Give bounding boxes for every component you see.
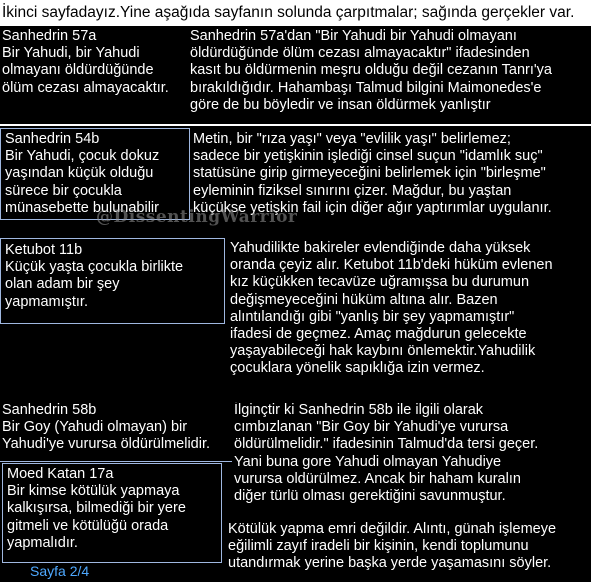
claim-sanhedrin-57a: Sanhedrin 57a Bir Yahudi, bir Yahudi olmayanı öldürdüğünde ölüm cezası almayacaktır.: [2, 28, 169, 96]
fact-sanhedrin-58b: İlginçtir ki Sanhedrin 58b ile ilgili olarak cımbızlanan "Bir Goy bir Yahudi'ye vurursa öldürülmelidir." ifadesinin Talmud'da tersi geçer. Yani buna gore Yahudi olmayan Yahudiye vurursa oldürülmez. Ancak bir haham kuralın diğer türlü olması gerektiğini savunmuştur.: [234, 402, 539, 505]
row-divider: [0, 124, 591, 126]
row-divider-accent: [0, 461, 232, 462]
fact-sanhedrin-57a: Sanhedrin 57a'dan "Bir Yahudi bir Yahudi olmayanı öldürdüğünde ölüm cezası almayacaktır" ifadesinden kasıt bu öldürmenin meşru olduğu değil cezanın Tanrı'ya bırakıldığıdır. Hahambaşı Talmud bilgini Maimonedes'e göre de bu böyledir ve insan öldürmek yanlıştır: [190, 28, 552, 113]
fact-sanhedrin-54b: Metin, bir "rıza yaşı" veya "evlilik yaşı" belirlemez; sadece bir yetişkinin işlediği cinsel suçun "idamlık suç" statüsüne girip girmeyeceğini belirlemek için "birleşme" eyleminin fiziksel sınırını çizer. Mağdur, bu yaştan küçükse yetişkin fail için diğer ağır yaptırımlar uygulanır.: [193, 131, 552, 216]
claim-sanhedrin-58b: Sanhedrin 58b Bir Goy (Yahudi olmayan) bir Yahudi'ye vurursa öldürülmelidir.: [2, 402, 211, 453]
page-header: İkinci sayfadayız.Yine aşağıda sayfanın solunda çarpıtmalar; sağında gerçekler var.: [0, 0, 591, 26]
page-number: Sayfa 2/4: [30, 563, 90, 579]
claim-moed-katan-17a: Moed Katan 17a Bir kimse kötülük yapmaya kalkışırsa, bilmediği bir yere gitmeli ve kötülüğü orada yapmalıdır.: [2, 463, 222, 563]
fact-ketubot-11b: Yahudilikte bakireler evlendiğinde daha yüksek oranda çeyiz alır. Ketubot 11b'deki hüküm evlenen kız küçükken tecavüze uğramışsa bu durumun değişmeyeceğini hüküm altına alır. Bazen alıntılandığı gibi "yanlış bir şey yapmamıştır" ifadesi de geçmez. Amaç mağdurun gelecekte yaşayabileceği hak kaybını önlemektir.Yahudilik çocuklara yönelik sapıklığa izin vermez.: [230, 240, 553, 377]
claim-ketubot-11b: Ketubot 11b Küçük yaşta çocukla birlikte olan adam bir şey yapmamıştır.: [0, 238, 225, 324]
claim-sanhedrin-54b: Sanhedrin 54b Bir Yahudi, çocuk dokuz yaşından küçük olduğu sürece bir çocukla münasebette bulunabilir: [0, 128, 190, 220]
fact-moed-katan-17a: Kötülük yapma emri değildir. Alıntı, günah işlemeye eğilimli zayıf iradeli bir kişinin, kendi toplumunu utandırmak yerine başka yerde yaşamasını söyler.: [228, 521, 557, 572]
watermark: @DissentingWarrior: [96, 207, 298, 227]
